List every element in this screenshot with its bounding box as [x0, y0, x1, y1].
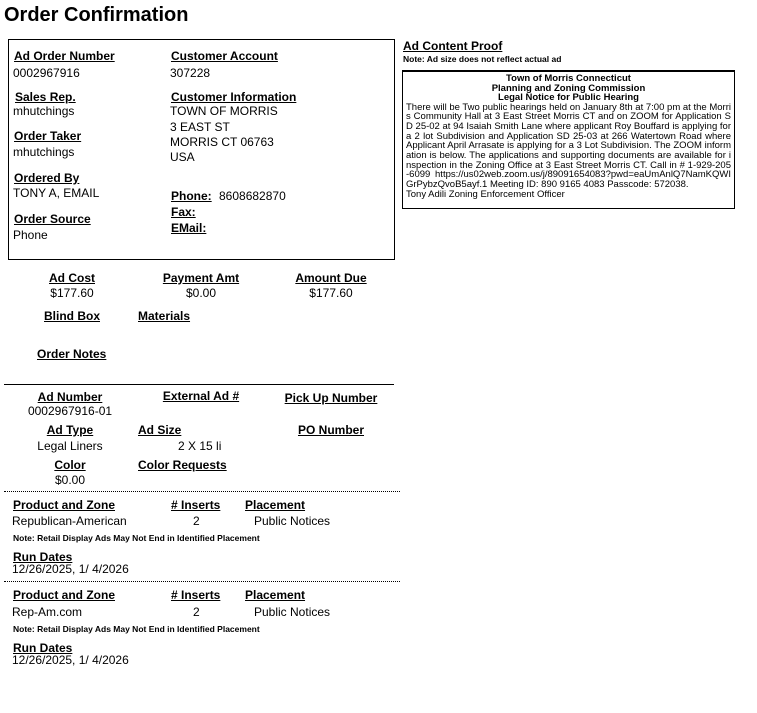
fax-label: Fax: [171, 205, 196, 219]
placement-label: Placement [245, 498, 306, 512]
ad-number: 0002967916-01 [27, 404, 113, 418]
ad-number-label: Ad Number [37, 390, 103, 404]
placement-label: Placement [245, 588, 306, 602]
placement-note: Note: Retail Display Ads May Not End in Identified Placement [13, 624, 260, 634]
product-zone-label: Product and Zone [13, 588, 115, 602]
materials-label: Materials [138, 309, 191, 323]
placement-value: Public Notices [254, 514, 331, 528]
placement-note: Note: Retail Display Ads May Not End in Identified Placement [13, 533, 260, 543]
section-divider [4, 581, 400, 582]
po-number-label: PO Number [297, 423, 364, 437]
phone-label: Phone: [171, 189, 212, 203]
inserts-count: 2 [193, 605, 200, 619]
customer-info-line: MORRIS CT 06763 [170, 135, 274, 149]
payment-amt: $0.00 [185, 286, 217, 300]
ad-size-note: Note: Ad size does not reflect actual ad [403, 54, 562, 64]
run-dates-label: Run Dates [13, 641, 73, 655]
color-value: $0.00 [54, 473, 86, 487]
amount-due-label: Amount Due [295, 271, 367, 285]
order-taker: mhutchings [13, 145, 75, 159]
ad-order-number: 0002967916 [13, 66, 80, 80]
customer-account-label: Customer Account [171, 49, 278, 63]
customer-account: 307228 [170, 66, 211, 80]
order-source-label: Order Source [14, 212, 91, 226]
proof-heading: Planning and Zoning Commission [491, 82, 646, 94]
customer-info-line: USA [170, 150, 195, 164]
color-requests-label: Color Requests [138, 458, 227, 472]
ordered-by-label: Ordered By [14, 171, 80, 185]
ad-type: Legal Liners [37, 439, 103, 453]
run-dates-label: Run Dates [13, 550, 73, 564]
ad-content-proof-label: Ad Content Proof [403, 39, 503, 53]
ad-cost: $177.60 [50, 286, 94, 300]
product-zone: Rep-Am.com [12, 605, 83, 619]
inserts-label: # Inserts [171, 588, 221, 602]
section-divider [4, 384, 394, 385]
ad-type-label: Ad Type [46, 423, 94, 437]
proof-heading: Town of Morris Connecticut [506, 73, 631, 84]
proof-body-text: There will be Two public hearings held on January 8th at 7:00 pm at the Morris Community Hall at 3 East Street Morris CT and on ZOOM for Application SD 25-02 at 94 Isaiah Smith Lane where applicant Roy Bouffard is applying for a 2 lot Subdivision and Application SD 25-03 at 266 Watertown Road where Applicant April Arrasate is applying for a 3 Lot Subdivision. The ZOOM information is below. The applications and supporting documents are available for inspection in the Zoning Office at 3 East Street Morris CT. Call in # 1-929-205-6099 https://us02web.zoom.us/j/89091654083?pwd=eaUmAnlQ7NamKQWIGrPybzQvoB5ayf.1 Meeting ID: 890 9165 4083 Passcode: 572038. [406, 101, 731, 191]
customer-info-line: TOWN OF MORRIS [170, 104, 278, 118]
ad-size-label: Ad Size [138, 423, 182, 437]
order-source: Phone [13, 228, 48, 242]
run-dates: 12/26/2025, 1/ 4/2026 [12, 653, 129, 667]
run-dates: 12/26/2025, 1/ 4/2026 [12, 562, 129, 576]
phone-value: 8608682870 [219, 189, 286, 203]
payment-amt-label: Payment Amt [162, 271, 240, 285]
sales-rep: mhutchings [13, 104, 75, 118]
section-divider [4, 491, 400, 492]
sales-rep-label: Sales Rep. [15, 90, 76, 104]
page-title: Order Confirmation [4, 4, 189, 26]
ad-proof-box [402, 70, 735, 209]
product-zone: Republican-American [12, 514, 127, 528]
ad-size: 2 X 15 li [178, 439, 222, 453]
order-notes-label: Order Notes [37, 347, 107, 361]
inserts-label: # Inserts [171, 498, 221, 512]
pickup-number-label: Pick Up Number [284, 391, 378, 405]
order-taker-label: Order Taker [14, 129, 82, 143]
customer-info-label: Customer Information [171, 90, 297, 104]
ordered-by: TONY A, EMAIL [13, 186, 100, 200]
proof-heading: Legal Notice for Public Hearing [498, 92, 639, 103]
external-ad-label: External Ad # [162, 389, 240, 403]
blind-box-label: Blind Box [44, 309, 100, 323]
ad-order-number-label: Ad Order Number [14, 49, 115, 63]
product-zone-label: Product and Zone [13, 498, 115, 512]
amount-due: $177.60 [309, 286, 353, 300]
customer-info-line: 3 EAST ST [170, 120, 230, 134]
ad-cost-label: Ad Cost [49, 271, 95, 285]
proof-signature: Tony Adili Zoning Enforcement Officer [406, 188, 565, 200]
inserts-count: 2 [193, 514, 200, 528]
color-label: Color [54, 458, 86, 472]
placement-value: Public Notices [254, 605, 331, 619]
email-label: EMail: [171, 221, 207, 235]
